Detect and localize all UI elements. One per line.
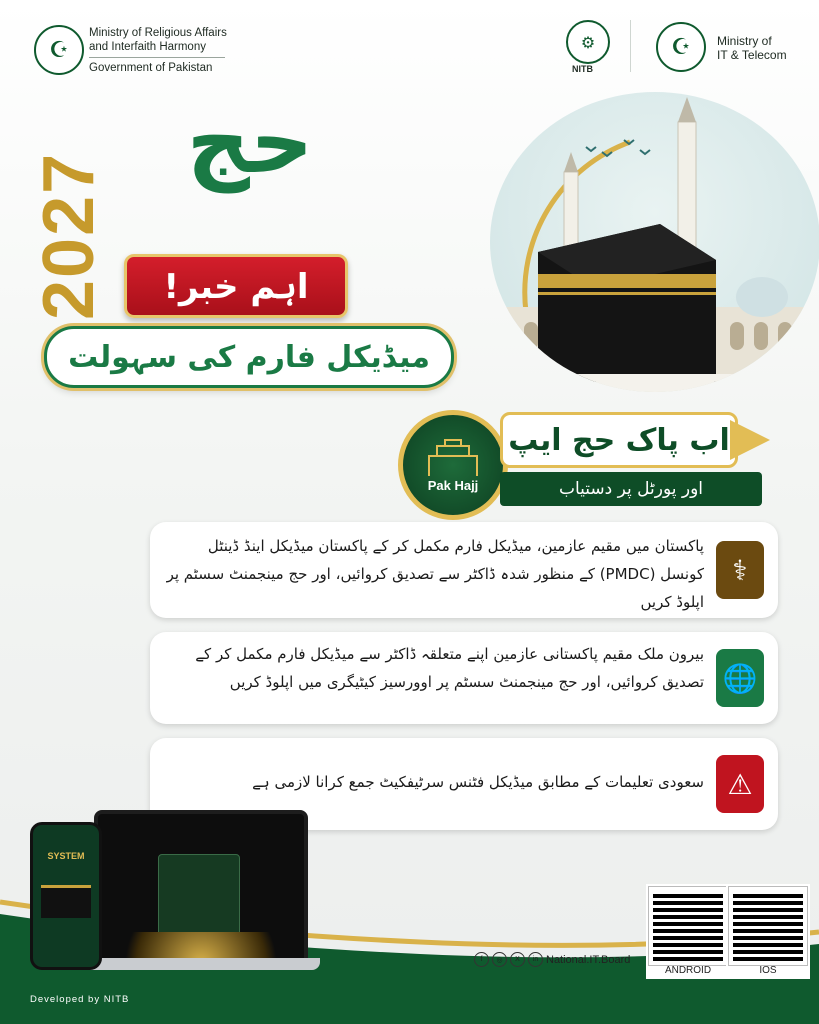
ministry-it-line1: Ministry of [717,34,772,48]
government-label: Government of Pakistan [89,62,213,74]
info-card-pakistan [150,522,778,618]
kaaba-graphic [490,92,819,392]
pak-hajj-logo-text: Pak Hajj [427,477,479,493]
qr-android-block [646,884,730,979]
qr-ios-label: IOS [759,965,777,976]
header [0,0,819,90]
mosque-icon [425,438,481,478]
pakistan-emblem-icon-right: ☪ [656,22,706,72]
qr-code-ios[interactable] [729,887,807,965]
qr-ios-block [726,884,810,979]
social-handle[interactable]: National.IT.Board [546,953,631,966]
ministry-it-line2: IT & Telecom [717,48,787,62]
linkedin-icon[interactable]: in [528,952,543,967]
warning-icon: ⚠ [716,755,764,813]
info-card-pakistan-text: پاکستان میں مقیم عازمین، میڈیکل فارم مکمل کر کے پاکستان میڈیکل اینڈ ڈینٹل کونسل (PMDC) کے منظور شدہ ڈاکٹر سے تصدیق کروائیں، اور حج مینجمنٹ سسٹم پر اپلوڈ کریں [166,537,704,611]
social-links [474,952,630,967]
globe-icon: 🌐 [716,649,764,707]
phone-mockup [30,822,102,970]
medical-form-subtitle: میڈیکل فارم کی سہولت [44,326,454,388]
nitb-label: NITB [572,64,593,74]
ministry-religious-affairs [89,26,259,75]
info-card-overseas-text: بیرون ملک مقیم پاکستانی عازمین اپنے متعلقہ ڈاکٹر سے میڈیکل فارم مکمل کر کے تصدیق کروائیں، اور حج مینجمنٹ سسٹم پر اوورسیز کیٹیگری میں اپلوڈ کریں [195,645,704,691]
instagram-icon[interactable]: ◎ [492,952,507,967]
hajj-title: حج [186,90,314,193]
ministry-line2: and Interfaith Harmony [89,41,206,53]
header-divider [630,20,631,72]
ministry-line1: Ministry of Religious Affairs [89,27,227,39]
phone-screen-title: SYSTEM [47,851,85,861]
laptop-base [70,958,320,970]
qr-android-label: ANDROID [664,965,712,976]
pak-hajj-app-subtitle: اور پورٹل پر دستیاب [500,472,762,506]
qr-code-android[interactable] [649,887,727,965]
facebook-icon[interactable]: f [474,952,489,967]
info-card-saudi-text: سعودی تعلیمات کے مطابق میڈیکل فٹنس سرٹیفکیٹ جمع کرانا لازمی ہے [252,773,704,791]
year-text: 2027 [29,151,109,320]
gold-ribbon-icon [730,420,770,460]
important-news-banner: اہم خبر! [124,254,348,318]
kaaba-illustration [490,92,819,392]
pak-hajj-app-title: اب پاک حج ایپ [500,412,738,468]
nitb-logo-icon: ⚙ [566,20,610,64]
x-icon[interactable]: X [510,952,525,967]
info-card-overseas [150,632,778,724]
developed-by: Developed by NITB [30,994,130,1005]
pakistan-emblem-icon: ☪ [34,25,84,75]
doctor-icon: ⚕ [716,541,764,599]
pak-hajj-logo[interactable] [398,410,508,520]
ministry-it-telecom [717,34,787,62]
laptop-mockup [94,810,308,968]
